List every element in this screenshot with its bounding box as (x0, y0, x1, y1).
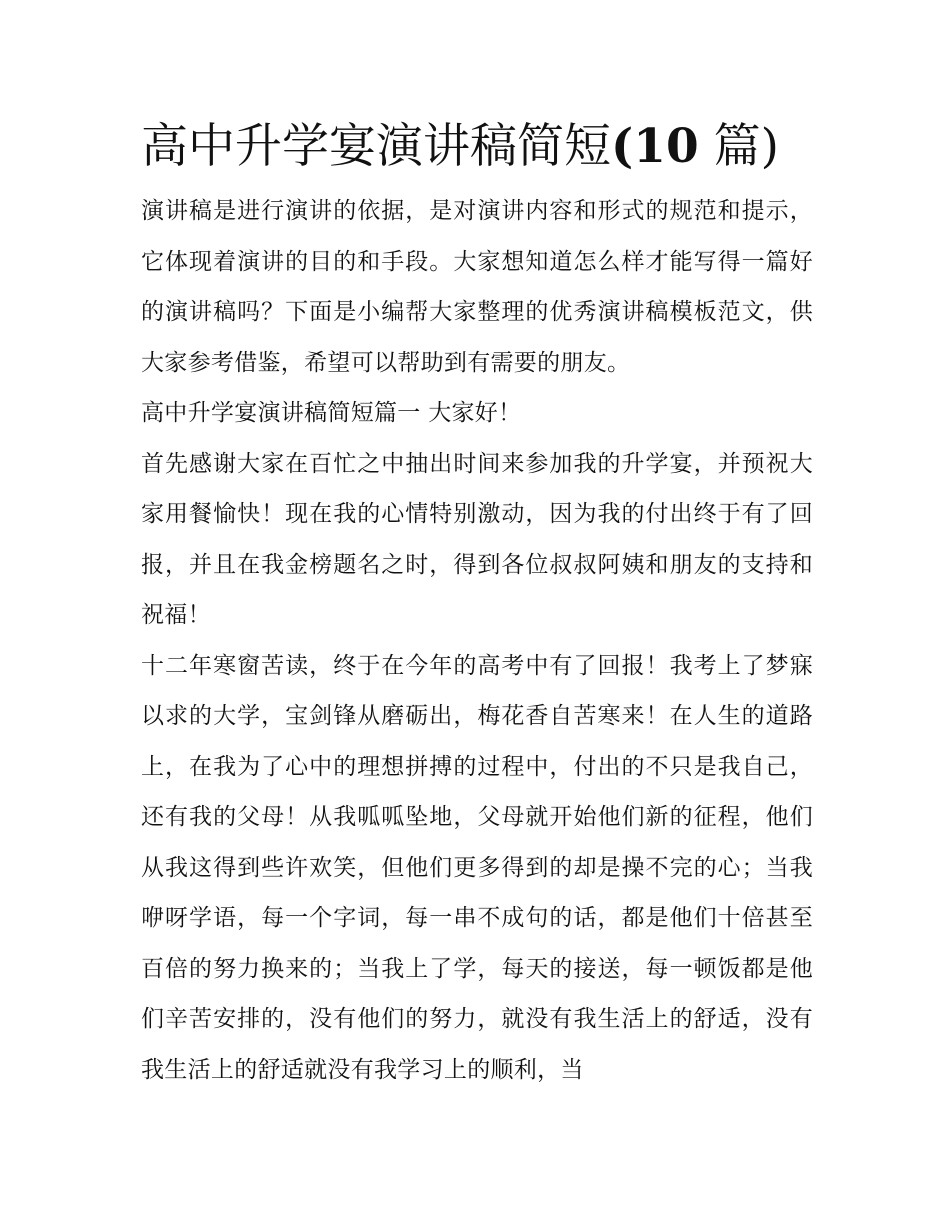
title-main: 高中升学宴演讲稿简短 (141, 119, 611, 174)
title-end: 篇) (713, 119, 779, 174)
document-page (141, 112, 813, 1095)
document-title (141, 112, 813, 182)
body-paragraph-story: 十二年寒窗苦读，终于在今年的高考中有了回报！我考上了梦寐以求的大学，宝剑锋从磨砺出，梅花香自苦寒来！在人生的道路上，在我为了心中的理想拼搏的过程中，付出的不只是我自己，还有我的父母！从我呱呱坠地，父母就开始他们新的征程，他们从我这得到些许欢笑，但他们更多得到的却是操不完的心；当我咿呀学语，每一个字词，每一串不成句的话，都是他们十倍甚至百倍的努力换来的；当我上了学，每天的接送，每一顿饭都是他们辛苦安排的，没有他们的努力，就没有我生活上的舒适，没有我生活上的舒适就没有我学习上的顺利，当 (141, 652, 813, 1083)
section-heading-line: 高中升学宴演讲稿简短篇一 大家好！ (141, 400, 522, 426)
intro-paragraph: 演讲稿是进行演讲的依据，是对演讲内容和形式的规范和提示，它体现着演讲的目的和手段。大家想知道怎么样才能写得一篇好的演讲稿吗？下面是小编帮大家整理的优秀演讲稿模板范文，供大家参考借鉴，希望可以帮助到有需要的朋友。 (141, 198, 813, 376)
title-count: (10 (611, 119, 699, 174)
body-paragraph-thanks: 首先感谢大家在百忙之中抽出时间来参加我的升学宴，并预祝大家用餐愉快！现在我的心情特别激动，因为我的付出终于有了回报，并且在我金榜题名之时，得到各位叔叔阿姨和朋友的支持和祝福！ (141, 450, 813, 628)
